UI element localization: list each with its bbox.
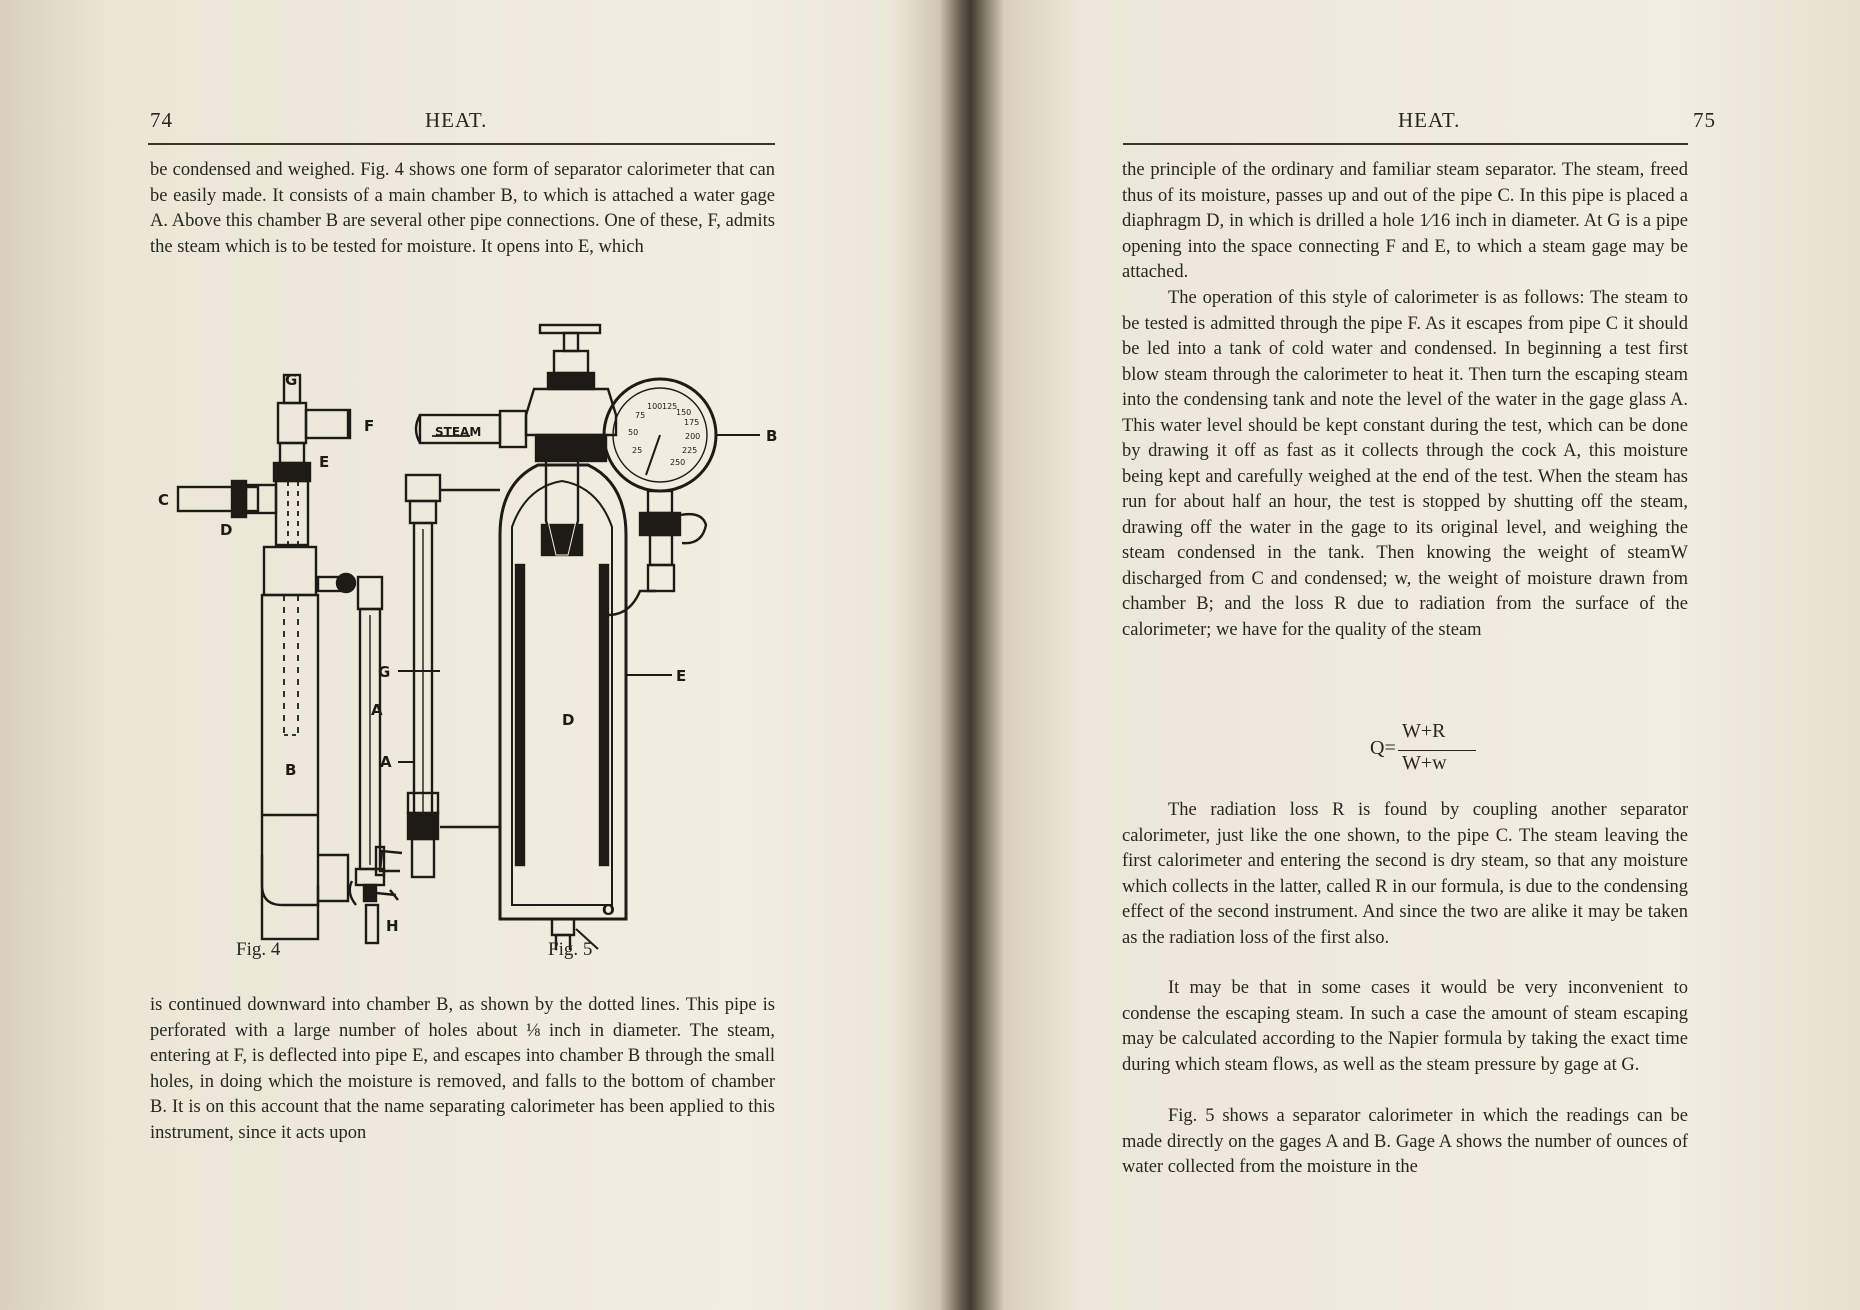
fig4-label-c: C [158,491,170,509]
left-page [0,0,925,1310]
running-head-left: HEAT. [425,108,488,132]
page-number-right: 75 [1693,108,1716,132]
fig5-label-a: A [380,753,392,771]
page-number-left: 74 [150,108,173,132]
figures-4-and-5 [150,315,790,950]
fig5-caption: Fig. 5 [548,939,593,960]
fig5-label-g: G [378,663,391,681]
fig4-caption: Fig. 4 [236,939,281,960]
fig5-drawing [376,325,760,950]
formula-numerator: W+R [1402,720,1446,742]
formula-lhs: Q= [1370,737,1396,759]
running-head-right: HEAT. [1398,108,1461,132]
fig4-label-g: G [285,371,298,389]
gauge-num-25: 25 [632,446,643,455]
right-paragraph-3: The radiation loss R is found by coupling another separator calorimeter, just like the one shown, to the pipe C. The steam leaving the first calorimeter and entering the second is dry steam, so that any moisture which collects in the latter, called R in our formula, is due to the condensing effect of the second instrument. And since the two are alike it may be taken as the radiation loss of the first also. [1122,800,1688,948]
formula-denominator: W+w [1402,752,1447,774]
right-paragraph-4: It may be that in some cases it would be very inconvenient to condense the escaping steam. In such a case the amount of steam escaping may be calculated according to the Napier formula by taking the exact time during which steam flows, as well as the steam pressure by gage at G. [1122,978,1688,1075]
gauge-num-200: 200 [685,432,701,441]
gauge-num-125: 125 [662,402,678,411]
right-paragraph-1: the principle of the ordinary and familiar steam separator. The steam, freed thus of its moisture, passes up and out of the pipe C. In this pipe is placed a diaphragm D, in which is drilled a hole 1⁄16 inch in diameter. At G is a pipe opening into the space connecting F and E, to which a steam gage may be attached. [1122,160,1688,282]
fig5-steam-label: STEAM [435,425,482,439]
header-rule-left [148,143,775,145]
fig5-label-e: E [676,667,687,685]
fig5-label-d: D [562,711,575,729]
right-page [940,0,1860,1310]
header-rule-right [1123,143,1688,145]
fig4-label-f: F [364,417,375,435]
gauge-num-75: 75 [635,411,646,420]
fig5-label-o: O [602,901,615,919]
fig4-label-d: D [220,521,233,539]
fig4-label-b: B [285,761,297,779]
right-paragraph-2: The operation of this style of calorimeter is as follows: The steam to be tested is admitted through the pipe F. As it escapes from pipe C it should be led into a tank of cold water and condensed. In beginning a test first blow steam through the calorimeter to heat it. Then turn the escaping steam into the condensing tank and note the level of the water in the gage glass A. This water level should be kept constant during the test, which can be done by drawing it off as fast as it collects through the cock A, this moisture being kept and carefully weighed at the end of the test. When the steam has run for about half an hour, the test is stopped by shutting off the steam, drawing off the water in the gage to its original level, and weighing the steam condensed in the tank. Then knowing the weight of steamW discharged from C and condensed; w, the weight of moisture drawn from chamber B; and the loss R due to radiation from the surface of the calorimeter; we have for the quality of the steam [1122,288,1688,640]
left-text-bottom: is continued downward into chamber B, as shown by the dotted lines. This pipe is perforated with a large number of holes about ⅛ inch in diameter. The steam, entering at F, is deflected into pipe E, and escapes into chamber B through the small holes, in doing which the moisture is removed, and falls to the bottom of chamber B. It is on this account that the name separating calorimeter has been applied to this instrument, since it acts upon [150,995,775,1143]
gauge-num-150: 150 [676,408,692,417]
fig5-label-b: B [766,427,778,445]
fig4-label-e: E [319,453,330,471]
gauge-num-225: 225 [682,446,698,455]
fig4-drawing [178,375,398,943]
fig4-label-a: A [371,701,383,719]
right-paragraph-5: Fig. 5 shows a separator calorimeter in which the readings can be made directly on the gages A and B. Gage A shows the number of ounces of water collected from the moisture in the [1122,1106,1688,1177]
left-text-top: be condensed and weighed. Fig. 4 shows one form of separator calorimeter that can be easily made. It consists of a main chamber B, to which is attached a water gage A. Above this chamber B are several other pipe connections. One of these, F, admits the steam which is to be tested for moisture. It opens into E, which [150,160,775,257]
fig4-label-h: H [386,917,399,935]
gauge-num-100: 100 [647,402,663,411]
gauge-num-175: 175 [684,418,700,427]
gauge-num-250: 250 [670,458,686,467]
quality-formula [1370,720,1480,780]
gauge-num-50: 50 [628,428,639,437]
